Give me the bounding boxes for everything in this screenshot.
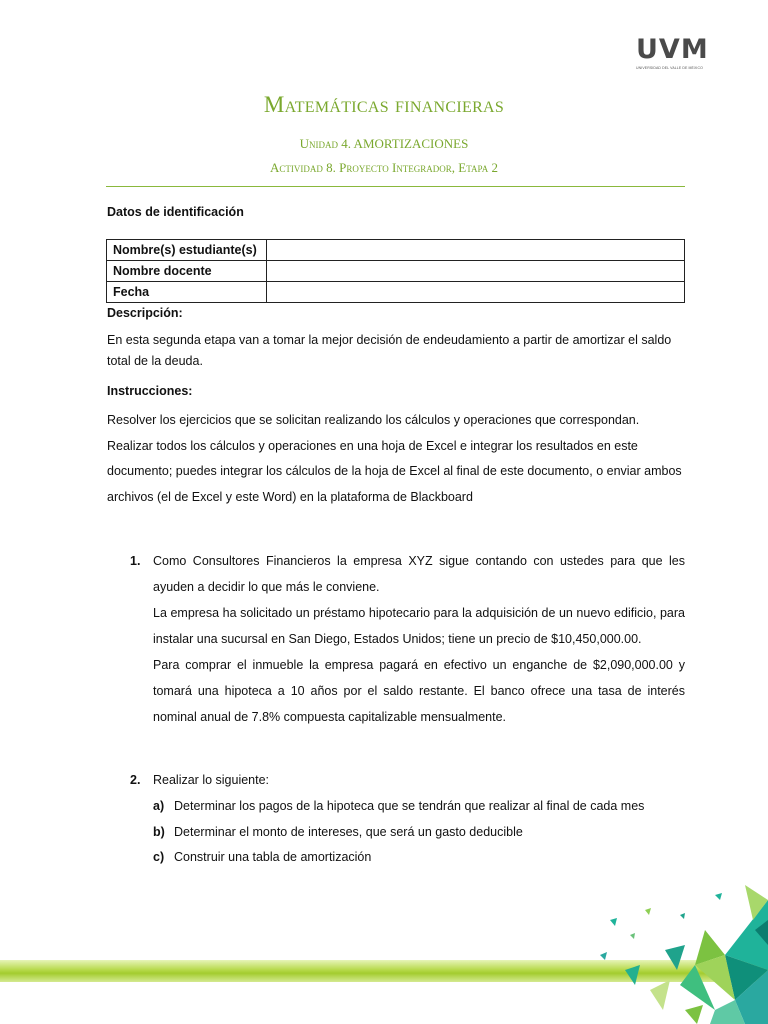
- description-heading: Descripción:: [107, 306, 183, 320]
- logo-subtext: UNIVERSIDAD DEL VALLE DE MÉXICO: [636, 66, 703, 70]
- table-row: [107, 240, 685, 261]
- header-divider: [106, 186, 685, 187]
- table-row: [107, 282, 685, 303]
- item-text: Realizar lo siguiente:: [153, 773, 270, 787]
- sub-item-letter: b): [153, 825, 165, 839]
- student-name-label: Nombre(s) estudiante(s): [107, 240, 267, 261]
- sub-item: [153, 850, 371, 864]
- sub-item-letter: a): [153, 799, 165, 813]
- sub-item-text: Determinar los pagos de la hipoteca que se tendrán que realizar al final de cada mes: [174, 799, 645, 813]
- item-line: La empresa ha solicitado un préstamo hipotecario para la adquisición de un nuevo edificio, para instalar una sucursal en San Diego, Estados Unidos; tiene un precio de $10,450,000.00.: [153, 606, 685, 646]
- activity-subtitle: Actividad 8. Proyecto Integrador, Etapa 2: [270, 160, 498, 175]
- geometric-decoration-icon: [585, 860, 768, 1024]
- item-line: Como Consultores Financieros la empresa XYZ sigue contando con ustedes para que les ayuden a decidir lo que más le conviene.: [153, 554, 685, 594]
- table-row: [107, 261, 685, 282]
- teacher-name-field[interactable]: [267, 261, 685, 282]
- instructions-text: Resolver los ejercicios que se solicitan realizando los cálculos y operaciones que correspondan. Realizar todos los cálculos y operaciones en una hoja de Excel e integrar los resultados en este documento; puedes integrar los cálculos de la hoja de Excel al final de este documento, o enviar ambos archivos (el de Excel y este Word) en la plataforma de Blackboard: [107, 413, 682, 504]
- date-field[interactable]: [267, 282, 685, 303]
- list-item: [130, 548, 685, 730]
- sub-item-text: Determinar el monto de intereses, que será un gasto deducible: [174, 825, 523, 839]
- logo-text: UVM: [636, 34, 709, 65]
- identification-table: [106, 239, 685, 303]
- identification-heading: Datos de identificación: [107, 205, 244, 219]
- teacher-name-label: Nombre docente: [107, 261, 267, 282]
- unit-subtitle: Unidad 4. AMORTIZACIONES: [299, 136, 469, 151]
- item-line: Para comprar el inmueble la empresa pagará en efectivo un enganche de $2,090,000.00 y tomará una hipoteca a 10 años por el saldo restante. El banco ofrece una tasa de interés nominal anual de 7.8% compuesta capitalizable mensualmente.: [153, 658, 685, 724]
- sub-item: [153, 825, 523, 839]
- item-number: 2.: [130, 773, 141, 787]
- description-text: En esta segunda etapa van a tomar la mejor decisión de endeudamiento a partir de amortizar el saldo total de la deuda.: [107, 333, 672, 368]
- sub-item-letter: c): [153, 850, 165, 864]
- list-item: [130, 767, 685, 793]
- date-label: Fecha: [107, 282, 267, 303]
- instructions-heading: Instrucciones:: [107, 384, 193, 398]
- document-title: Matemáticas financieras: [263, 92, 505, 117]
- student-name-field[interactable]: [267, 240, 685, 261]
- uvm-logo: [636, 36, 720, 70]
- sub-item-text: Construir una tabla de amortización: [174, 850, 372, 864]
- sub-item: [153, 799, 644, 813]
- item-number: 1.: [130, 554, 141, 568]
